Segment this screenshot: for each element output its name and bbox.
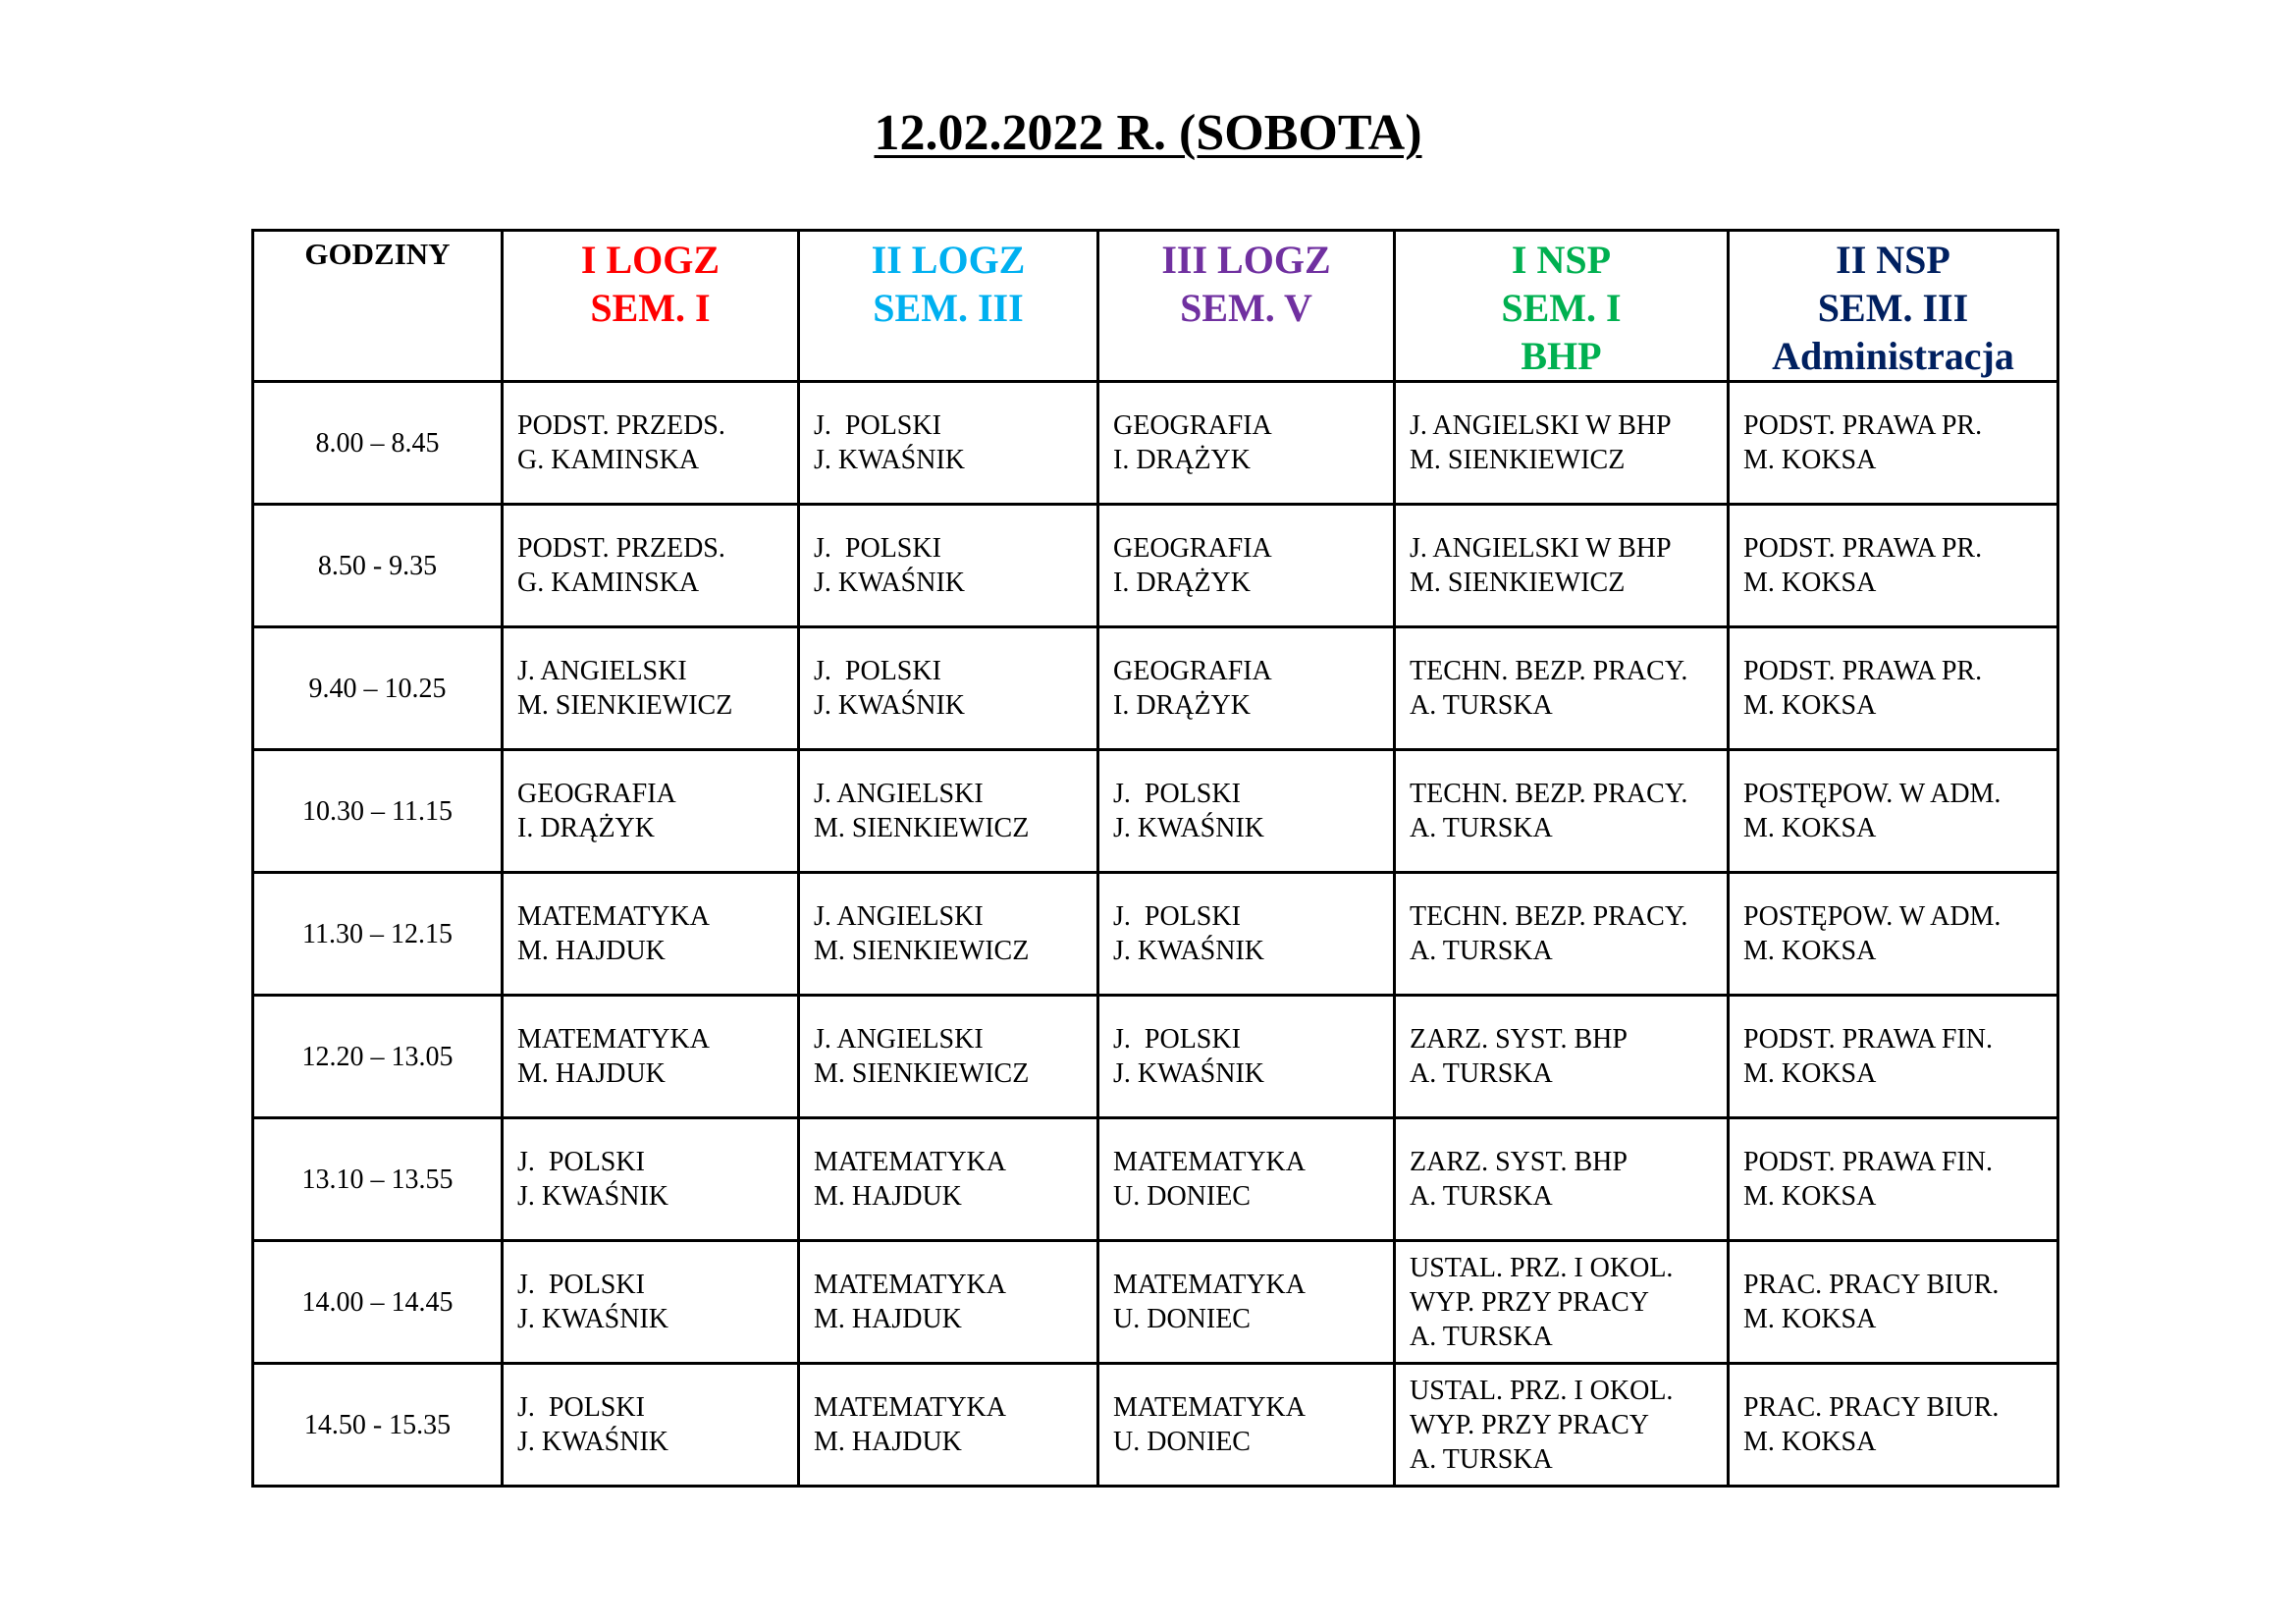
subject-line: J. POLSKI (814, 656, 941, 686)
subject-line: WYP. PRZY PRACY (1410, 1409, 1650, 1440)
teacher-name: M. KOKSA (1743, 936, 1877, 966)
class-cell (799, 505, 1098, 627)
teacher-name: J. KWAŚNIK (1113, 813, 1264, 843)
class-cell (1098, 750, 1395, 873)
class-cell (1395, 750, 1729, 873)
teacher-name: M. KOKSA (1743, 1304, 1877, 1334)
teacher-name: J. KWAŚNIK (814, 568, 965, 598)
subject-line: ZARZ. SYST. BHP (1410, 1024, 1628, 1055)
subject-line: PODST. PRAWA PR. (1743, 656, 1983, 686)
class-cell (1395, 996, 1729, 1118)
class-cell (799, 1241, 1098, 1364)
teacher-name: M. HAJDUK (814, 1427, 962, 1457)
teacher-name: J. KWAŚNIK (517, 1181, 668, 1212)
header-row (253, 231, 2058, 382)
class-cell (503, 1364, 799, 1487)
class-cell (503, 873, 799, 996)
class-cell (1729, 873, 2058, 996)
subject-line: PODST. PRAWA PR. (1743, 533, 1983, 564)
subject-line: GEOGRAFIA (517, 779, 676, 809)
class-cell (1098, 1364, 1395, 1487)
subject-line: PRAC. PRACY BIUR. (1743, 1392, 2000, 1423)
subject-line: J. ANGIELSKI (814, 1024, 984, 1055)
subject-line: MATEMATYKA (517, 901, 710, 932)
class-cell (1098, 505, 1395, 627)
class-cell (1395, 382, 1729, 505)
time-slot: 13.10 – 13.55 (253, 1118, 503, 1241)
subject-line: J. POLSKI (517, 1270, 645, 1300)
teacher-name: M. KOKSA (1743, 690, 1877, 721)
schedule-row (253, 627, 2058, 750)
time-slot: 14.50 - 15.35 (253, 1364, 503, 1487)
teacher-name: M. SIENKIEWICZ (814, 1058, 1030, 1089)
class-cell (1395, 627, 1729, 750)
class-cell (1729, 996, 2058, 1118)
subject-line: PODST. PRZEDS. (517, 410, 725, 441)
class-cell (1729, 1118, 2058, 1241)
teacher-name: U. DONIEC (1113, 1427, 1251, 1457)
subject-line: J. ANGIELSKI (814, 901, 984, 932)
teacher-name: U. DONIEC (1113, 1304, 1251, 1334)
subject-line: J. POLSKI (1113, 901, 1241, 932)
group-header-line: II NSP (1836, 238, 1950, 282)
subject-line: WYP. PRZY PRACY (1410, 1286, 1650, 1318)
teacher-name: A. TURSKA (1410, 690, 1553, 721)
subject-line: MATEMATYKA (1113, 1147, 1306, 1177)
teacher-name: J. KWAŚNIK (1113, 936, 1264, 966)
subject-line: PODST. PRAWA FIN. (1743, 1024, 1993, 1055)
subject-line: J. ANGIELSKI W BHP (1410, 410, 1672, 441)
subject-line: PODST. PRAWA PR. (1743, 410, 1983, 441)
class-cell (503, 996, 799, 1118)
group-header (799, 231, 1098, 382)
teacher-name: I. DRĄŻYK (1113, 445, 1251, 475)
class-cell (503, 627, 799, 750)
teacher-name: M. HAJDUK (814, 1181, 962, 1212)
class-cell (1729, 382, 2058, 505)
subject-line: MATEMATYKA (517, 1024, 710, 1055)
group-header-line: I NSP (1511, 238, 1612, 282)
subject-line: GEOGRAFIA (1113, 533, 1272, 564)
teacher-name: G. KAMINSKA (517, 568, 700, 598)
class-cell (799, 627, 1098, 750)
teacher-name: A. TURSKA (1410, 1181, 1553, 1212)
class-cell (503, 505, 799, 627)
subject-line: J. POLSKI (814, 533, 941, 564)
group-header-line: SEM. III (873, 286, 1024, 330)
schedule-table (251, 229, 2059, 1488)
class-cell (799, 750, 1098, 873)
teacher-name: I. DRĄŻYK (517, 813, 655, 843)
subject-line: MATEMATYKA (1113, 1270, 1306, 1300)
schedule-row (253, 1118, 2058, 1241)
teacher-name: M. HAJDUK (517, 1058, 666, 1089)
teacher-name: M. SIENKIEWICZ (517, 690, 733, 721)
class-cell (1395, 505, 1729, 627)
schedule-body (253, 382, 2058, 1487)
time-slot: 14.00 – 14.45 (253, 1241, 503, 1364)
class-cell (503, 750, 799, 873)
subject-line: MATEMATYKA (814, 1270, 1006, 1300)
teacher-name: M. SIENKIEWICZ (1410, 568, 1626, 598)
teacher-name: I. DRĄŻYK (1113, 568, 1251, 598)
teacher-name: A. TURSKA (1410, 1058, 1553, 1089)
subject-line: PODST. PRAWA FIN. (1743, 1147, 1993, 1177)
group-header-line: I LOGZ (580, 238, 721, 282)
teacher-name: A. TURSKA (1410, 1443, 1553, 1475)
class-cell (1729, 1364, 2058, 1487)
teacher-name: A. TURSKA (1410, 1321, 1553, 1352)
class-cell (503, 1118, 799, 1241)
group-header-line: SEM. I (1501, 286, 1622, 330)
time-slot: 8.00 – 8.45 (253, 382, 503, 505)
group-header-line: II LOGZ (871, 238, 1026, 282)
schedule-row (253, 382, 2058, 505)
subject-line: J. POLSKI (517, 1392, 645, 1423)
subject-line: USTAL. PRZ. I OKOL. (1410, 1252, 1674, 1283)
group-header (1729, 231, 2058, 382)
time-slot: 10.30 – 11.15 (253, 750, 503, 873)
group-header-line: III LOGZ (1161, 238, 1331, 282)
teacher-name: M. KOKSA (1743, 813, 1877, 843)
subject-line: PODST. PRZEDS. (517, 533, 725, 564)
time-slot: 12.20 – 13.05 (253, 996, 503, 1118)
subject-line: GEOGRAFIA (1113, 410, 1272, 441)
time-slot: 8.50 - 9.35 (253, 505, 503, 627)
subject-line: PRAC. PRACY BIUR. (1743, 1270, 2000, 1300)
group-header (1098, 231, 1395, 382)
subject-line: TECHN. BEZP. PRACY. (1410, 779, 1688, 809)
teacher-name: A. TURSKA (1410, 936, 1553, 966)
teacher-name: G. KAMINSKA (517, 445, 700, 475)
subject-line: J. POLSKI (814, 410, 941, 441)
teacher-name: M. HAJDUK (814, 1304, 962, 1334)
teacher-name: M. KOKSA (1743, 1427, 1877, 1457)
teacher-name: M. KOKSA (1743, 568, 1877, 598)
subject-line: USTAL. PRZ. I OKOL. (1410, 1375, 1674, 1406)
teacher-name: J. KWAŚNIK (814, 445, 965, 475)
class-cell (799, 382, 1098, 505)
subject-line: J. ANGIELSKI W BHP (1410, 533, 1672, 564)
teacher-name: J. KWAŚNIK (517, 1427, 668, 1457)
subject-line: J. POLSKI (1113, 779, 1241, 809)
schedule-row (253, 996, 2058, 1118)
group-header (1395, 231, 1729, 382)
schedule-row (253, 1241, 2058, 1364)
subject-line: MATEMATYKA (814, 1147, 1006, 1177)
teacher-name: M. SIENKIEWICZ (814, 936, 1030, 966)
class-cell (799, 996, 1098, 1118)
class-cell (1395, 873, 1729, 996)
teacher-name: M. KOKSA (1743, 445, 1877, 475)
class-cell (1729, 627, 2058, 750)
class-cell (1729, 750, 2058, 873)
schedule-row (253, 1364, 2058, 1487)
class-cell (1729, 505, 2058, 627)
group-header-line: Administracja (1772, 334, 2014, 378)
teacher-name: M. HAJDUK (517, 936, 666, 966)
group-header (503, 231, 799, 382)
teacher-name: J. KWAŚNIK (814, 690, 965, 721)
class-cell (1395, 1118, 1729, 1241)
time-slot: 11.30 – 12.15 (253, 873, 503, 996)
schedule-row (253, 505, 2058, 627)
group-header-line: SEM. III (1817, 286, 1969, 330)
subject-line: POSTĘPOW. W ADM. (1743, 779, 2002, 809)
class-cell (1098, 996, 1395, 1118)
class-cell (503, 382, 799, 505)
group-header-line: SEM. V (1180, 286, 1312, 330)
class-cell (1098, 1241, 1395, 1364)
subject-line: TECHN. BEZP. PRACY. (1410, 901, 1688, 932)
group-header-line: BHP (1521, 334, 1602, 378)
subject-line: MATEMATYKA (1113, 1392, 1306, 1423)
page-title (0, 98, 2296, 169)
teacher-name: U. DONIEC (1113, 1181, 1251, 1212)
subject-line: J. POLSKI (517, 1147, 645, 1177)
teacher-name: M. SIENKIEWICZ (814, 813, 1030, 843)
class-cell (1098, 873, 1395, 996)
teacher-name: M. KOKSA (1743, 1058, 1877, 1089)
class-cell (799, 1118, 1098, 1241)
page-title-text: 12.02.2022 R. (SOBOTA) (874, 105, 1422, 161)
subject-line: MATEMATYKA (814, 1392, 1006, 1423)
class-cell (1729, 1241, 2058, 1364)
teacher-name: I. DRĄŻYK (1113, 690, 1251, 721)
teacher-name: A. TURSKA (1410, 813, 1553, 843)
subject-line: POSTĘPOW. W ADM. (1743, 901, 2002, 932)
schedule-row (253, 750, 2058, 873)
class-cell (1098, 627, 1395, 750)
hours-column-header: GODZINY (253, 231, 503, 382)
class-cell (1098, 1118, 1395, 1241)
class-cell (1395, 1364, 1729, 1487)
group-header-line: SEM. I (590, 286, 711, 330)
class-cell (1098, 382, 1395, 505)
subject-line: TECHN. BEZP. PRACY. (1410, 656, 1688, 686)
teacher-name: J. KWAŚNIK (517, 1304, 668, 1334)
class-cell (799, 873, 1098, 996)
teacher-name: J. KWAŚNIK (1113, 1058, 1264, 1089)
subject-line: ZARZ. SYST. BHP (1410, 1147, 1628, 1177)
subject-line: J. ANGIELSKI (814, 779, 984, 809)
subject-line: J. POLSKI (1113, 1024, 1241, 1055)
teacher-name: M. KOKSA (1743, 1181, 1877, 1212)
time-slot: 9.40 – 10.25 (253, 627, 503, 750)
teacher-name: M. SIENKIEWICZ (1410, 445, 1626, 475)
subject-line: J. ANGIELSKI (517, 656, 687, 686)
subject-line: GEOGRAFIA (1113, 656, 1272, 686)
class-cell (503, 1241, 799, 1364)
class-cell (1395, 1241, 1729, 1364)
class-cell (799, 1364, 1098, 1487)
schedule-row (253, 873, 2058, 996)
